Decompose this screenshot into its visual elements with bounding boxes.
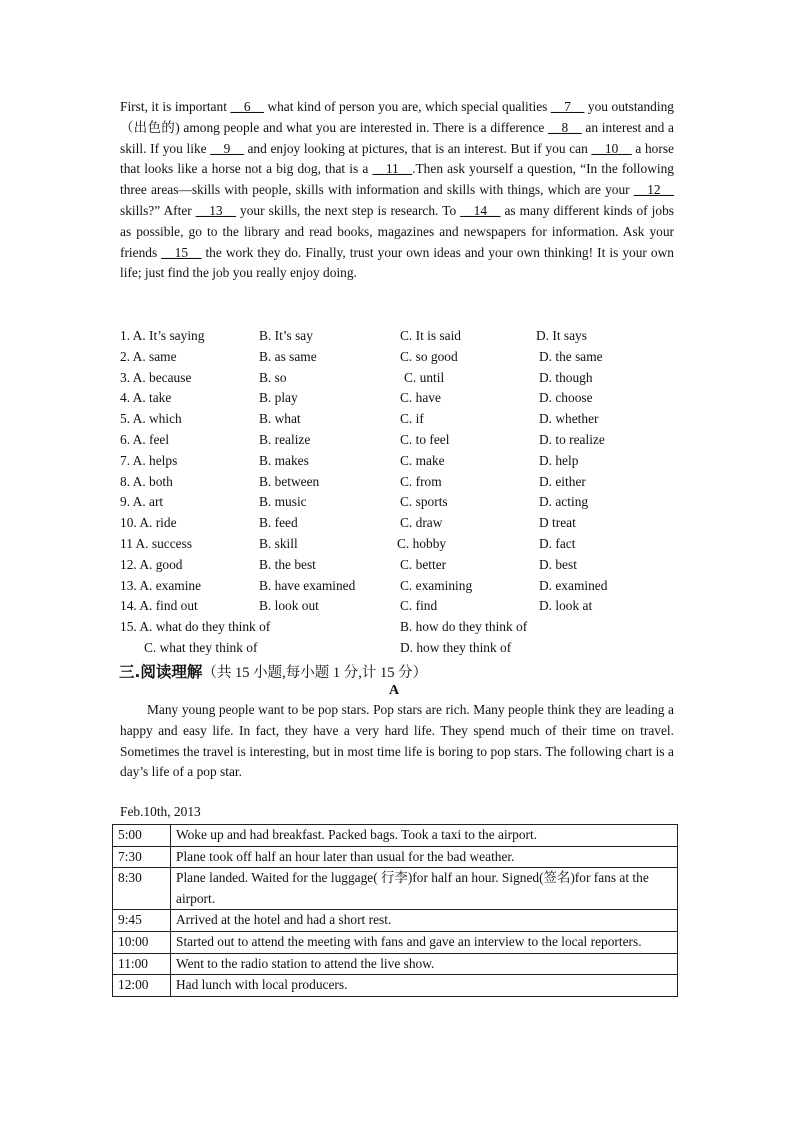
passage-text: and enjoy looking at pictures, that is an interest. But if you can: [243, 140, 592, 156]
option-a: 7. A. helps: [120, 452, 178, 468]
option-d: D. examined: [539, 577, 608, 593]
time-cell: 11:00: [113, 953, 171, 975]
options-list: [120, 326, 680, 659]
option-d: D. though: [539, 369, 593, 385]
option-d: D. look at: [539, 598, 593, 614]
option-d: D. how they think of: [400, 639, 512, 655]
option-a: 2. A. same: [120, 348, 177, 364]
option-row: [120, 347, 680, 368]
reading-passage: Many young people want to be pop stars. Pop stars are rich. Many people think they are leading a happy and easy life. In fact, they have a very hard life. They spend much of their time on travel. Sometimes the travel is interesting, but in most time life is boring to pop stars. The following chart is a day’s life of a pop star.: [120, 702, 674, 780]
option-row: [120, 409, 680, 430]
event-cell: Plane landed. Waited for the luggage( 行李)for half an hour. Signed(签名)for fans at the airport.: [171, 868, 678, 910]
option-c: C. have: [400, 390, 441, 406]
option-a: 1. A. It’s saying: [120, 328, 205, 343]
option-a: 12. A. good: [120, 556, 183, 572]
option-c: C. if: [400, 411, 424, 427]
section-title: 三.阅读理解: [119, 663, 203, 681]
passage-text: the work they do. Finally, trust your own ideas and your own thinking! It is your own life; just find the job you really enjoy doing.: [120, 244, 674, 281]
option-d: D. It says: [536, 328, 587, 343]
table-row: [113, 846, 678, 868]
blank-8: __8__: [548, 119, 582, 135]
passage-text: as many different kinds of jobs as possible, go to the library and read books, magazines and newspapers for information. Ask your friends: [120, 202, 675, 260]
table-row: [113, 910, 678, 932]
option-b: B. the best: [259, 556, 316, 572]
option-row: [120, 430, 680, 451]
option-a: 8. A. both: [120, 473, 173, 489]
option-a: 15. A. what do they think of: [120, 619, 271, 635]
passage-text: you outstanding （出色的) among people and what you are interested in. There is a difference: [120, 99, 674, 135]
cloze-passage: [120, 97, 674, 284]
table-row: [113, 975, 678, 997]
option-row: [120, 596, 680, 617]
blank-12: __12__: [633, 182, 674, 198]
event-cell: Started out to attend the meeting with fans and gave an interview to the local reporters.: [171, 931, 678, 953]
option-row: [120, 368, 680, 389]
option-b: B. what: [259, 411, 301, 427]
table-row: [113, 868, 678, 910]
option-d: D. the same: [539, 348, 603, 364]
section-note: （共 15 小题,每小题 1 分,计 15 分）: [202, 665, 428, 681]
option-b: B. look out: [259, 598, 319, 614]
passage-text: skills?” After: [120, 202, 196, 218]
option-a: 9. A. art: [120, 494, 164, 510]
blank-6: __6__: [230, 99, 264, 114]
option-b: B. between: [259, 473, 320, 489]
option-row: [120, 326, 680, 347]
option-d: D. acting: [539, 494, 589, 510]
option-d: D. whether: [539, 411, 599, 427]
event-cell: Arrived at the hotel and had a short rest.: [171, 910, 678, 932]
option-row: [120, 555, 680, 576]
option-d: D. choose: [539, 390, 593, 406]
option-b: B. how do they think of: [400, 619, 528, 635]
blank-15: __15__: [161, 244, 202, 260]
option-c: C. what they think of: [144, 639, 258, 655]
option-row: [120, 492, 680, 513]
blank-11: __11__: [372, 161, 413, 177]
event-cell: Woke up and had breakfast. Packed bags. Took a taxi to the airport.: [171, 825, 678, 847]
option-d: D. help: [539, 452, 579, 468]
option-d: D. either: [539, 473, 586, 489]
blank-9: __9__: [210, 140, 244, 156]
blank-14: __14__: [460, 202, 501, 218]
option-row: [120, 472, 680, 493]
option-c: C. to feel: [400, 431, 450, 447]
option-d: D treat: [539, 515, 576, 531]
option-row: [120, 513, 680, 534]
option-b: B. so: [259, 369, 287, 385]
section-heading: [119, 660, 427, 682]
option-row: [120, 617, 680, 638]
option-b: B. feed: [259, 515, 298, 531]
option-c: C. sports: [400, 494, 448, 510]
option-b: B. music: [259, 494, 307, 510]
option-a: 11 A. success: [120, 535, 193, 551]
option-a: 14. A. find out: [120, 598, 198, 614]
time-cell: 5:00: [113, 825, 171, 847]
passage-text: .Then ask yourself a question, “In the following three areas—skills with people, skills with information and skills with things, which are your: [120, 161, 674, 198]
option-b: B. have examined: [259, 577, 356, 593]
option-d: D. fact: [539, 535, 576, 551]
event-cell: Went to the radio station to attend the live show.: [171, 953, 678, 975]
option-c: C. hobby: [397, 535, 447, 551]
passage-label: A: [389, 683, 400, 698]
option-b: B. skill: [259, 535, 298, 551]
option-b: B. play: [259, 390, 298, 406]
passage-text: what kind of person you are, which special qualities: [263, 99, 551, 114]
blank-13: __13__: [195, 202, 236, 218]
table-row: [113, 953, 678, 975]
option-c: C. make: [400, 452, 445, 468]
schedule-date: Feb.10th, 2013: [120, 804, 201, 819]
option-d: D. best: [539, 556, 577, 572]
time-cell: 8:30: [113, 868, 171, 910]
option-c: C. until: [404, 369, 445, 385]
schedule-table: [112, 824, 678, 997]
option-d: D. to realize: [539, 431, 605, 447]
option-row: [120, 388, 680, 409]
option-a: 3. A. because: [120, 369, 192, 385]
option-row: [120, 576, 680, 597]
time-cell: 10:00: [113, 931, 171, 953]
passage-text: your skills, the next step is research. To: [235, 202, 461, 218]
option-b: B. as same: [259, 348, 317, 364]
option-b: B. It’s say: [259, 328, 313, 343]
option-b: B. realize: [259, 431, 311, 447]
passage-text: First, it is important: [120, 99, 231, 114]
passage-text: a horse that looks like a horse not a big dog, that is a: [120, 140, 674, 177]
blank-10: __10__: [591, 140, 632, 156]
option-a: 6. A. feel: [120, 431, 170, 447]
option-c: C. from: [400, 473, 442, 489]
table-row: [113, 931, 678, 953]
option-c: C. draw: [400, 515, 443, 531]
time-cell: 7:30: [113, 846, 171, 868]
event-cell: Had lunch with local producers.: [171, 975, 678, 997]
option-c: C. find: [400, 598, 438, 614]
time-cell: 12:00: [113, 975, 171, 997]
event-cell: Plane took off half an hour later than usual for the bad weather.: [171, 846, 678, 868]
option-b: B. makes: [259, 452, 309, 468]
blank-7: __7__: [550, 99, 585, 114]
table-row: [113, 825, 678, 847]
option-row: [120, 534, 680, 555]
option-a: 13. A. examine: [120, 577, 202, 593]
passage-text: an interest and a skill. If you like: [120, 119, 674, 156]
option-a: 4. A. take: [120, 390, 172, 406]
option-c: C. better: [400, 556, 447, 572]
option-c: C. examining: [400, 577, 473, 593]
option-c: C. It is said: [400, 328, 462, 343]
option-row: [120, 638, 680, 659]
time-cell: 9:45: [113, 910, 171, 932]
option-a: 10. A. ride: [120, 515, 177, 531]
option-c: C. so good: [400, 348, 458, 364]
option-a: 5. A. which: [120, 411, 182, 427]
option-row: [120, 451, 680, 472]
